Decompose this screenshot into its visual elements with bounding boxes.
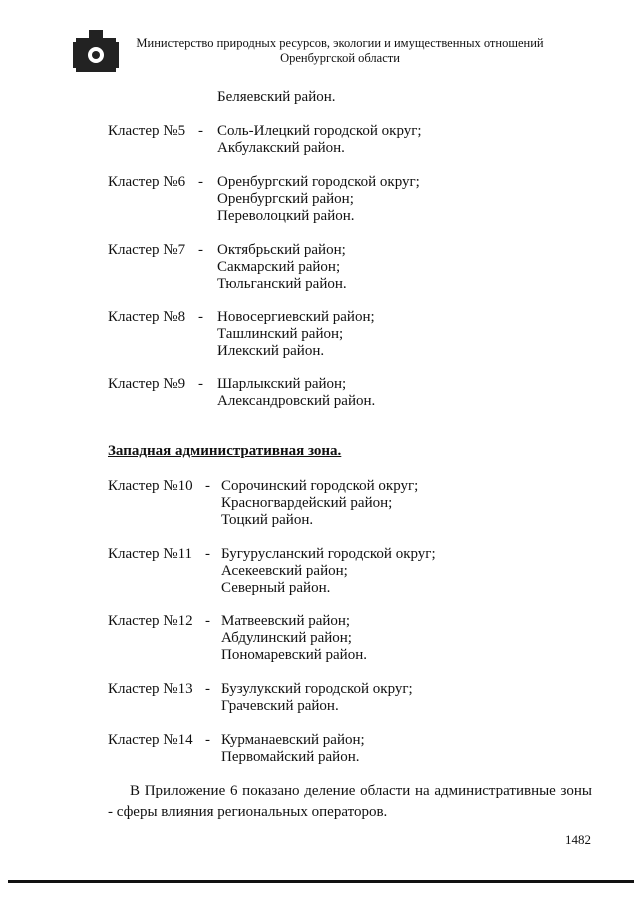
cluster-dash: - (205, 613, 210, 629)
cluster-district: Грачевский район. (221, 698, 339, 714)
cluster-district: Новосергиевский район; (217, 309, 375, 325)
cluster-district: Тюльганский район. (217, 276, 347, 292)
cluster-dash: - (198, 242, 203, 258)
cluster-district: Илекский район. (217, 343, 325, 359)
cluster-dash: - (198, 123, 203, 139)
cluster-district: Бугурусланский городской округ; (221, 546, 436, 562)
cluster-district: Александровский район. (217, 393, 376, 409)
cluster-label: Кластер №14 (108, 732, 193, 748)
cluster-district: Первомайский район. (221, 749, 360, 765)
cluster-dash: - (205, 478, 210, 494)
cluster-district: Сакмарский район; (217, 259, 341, 275)
cluster-district: Сорочинский городской округ; (221, 478, 419, 494)
cluster-dash: - (205, 546, 210, 562)
cluster-label: Кластер №7 (108, 242, 186, 258)
cluster-dash: - (198, 376, 203, 392)
top-line: Беляевский район. (217, 89, 336, 105)
cluster-district: Переволоцкий район. (217, 208, 355, 224)
cluster-district: Соль-Илецкий городской округ; (217, 123, 422, 139)
cluster-label: Кластер №5 (108, 123, 186, 139)
cluster-label: Кластер №9 (108, 376, 186, 392)
zone-title: Западная административная зона. (108, 443, 342, 459)
cluster-district: Пономаревский район. (221, 647, 367, 663)
cluster-dash: - (205, 732, 210, 748)
cluster-district: Тоцкий район. (221, 512, 314, 528)
cluster-district: Асекеевский район; (221, 563, 348, 579)
cluster-district: Ташлинский район; (217, 326, 344, 342)
cluster-dash: - (198, 309, 203, 325)
cluster-district: Абдулинский район; (221, 630, 352, 646)
cluster-dash: - (205, 681, 210, 697)
cluster-label: Кластер №8 (108, 309, 186, 325)
coat-of-arms-icon (72, 28, 120, 74)
cluster-label: Кластер №13 (108, 681, 193, 697)
ministry-header (130, 36, 550, 66)
cluster-label: Кластер №6 (108, 174, 186, 190)
cluster-label: Кластер №11 (108, 546, 193, 562)
cluster-district: Оренбургский район; (217, 191, 354, 207)
cluster-district: Октябрьский район; (217, 242, 346, 258)
header-line-1: Министерство природных ресурсов, экологии и имущественных отношений (136, 36, 544, 50)
cluster-district: Акбулакский район. (217, 140, 345, 156)
cluster-dash: - (198, 174, 203, 190)
cluster-district: Красногвардейский район; (221, 495, 393, 511)
page-number: 1482 (565, 832, 591, 847)
cluster-district: Курманаевский район; (221, 732, 365, 748)
cluster-label: Кластер №10 (108, 478, 193, 494)
closing-paragraph: В Приложение 6 показано деление области на административные зоны - сферы влияния региональных операторов. (108, 783, 592, 820)
header-line-2: Оренбургской области (280, 51, 400, 65)
bottom-rule (8, 880, 634, 883)
cluster-district: Бузулукский городской округ; (221, 681, 413, 697)
cluster-district: Шарлыкский район; (217, 376, 347, 392)
cluster-district: Оренбургский городской округ; (217, 174, 420, 190)
cluster-district: Матвеевский район; (221, 613, 351, 629)
cluster-label: Кластер №12 (108, 613, 193, 629)
cluster-district: Северный район. (221, 580, 331, 596)
